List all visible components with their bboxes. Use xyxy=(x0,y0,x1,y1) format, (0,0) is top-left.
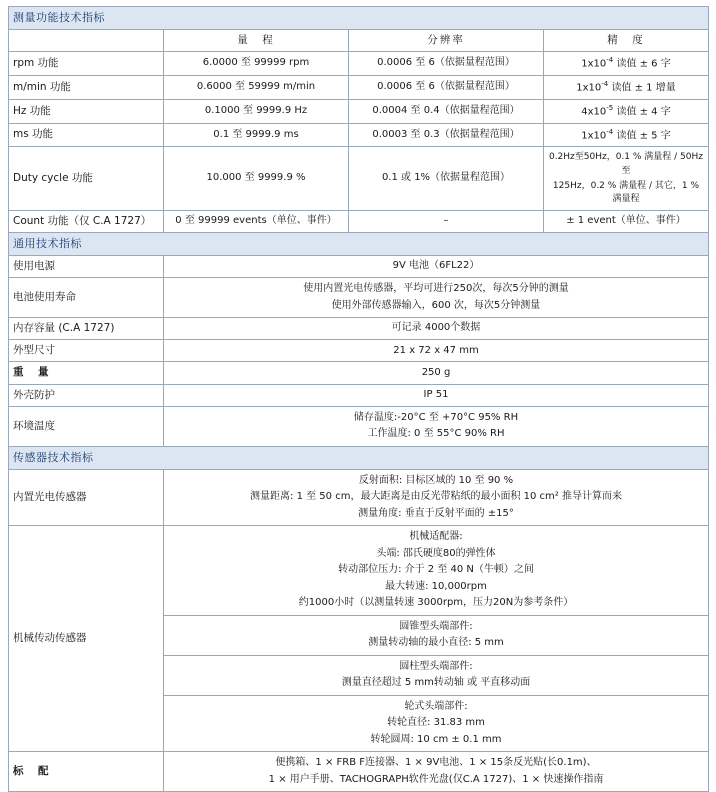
row-value: 9V 电池（6FL22） xyxy=(164,255,709,277)
row-value: 可记录 4000个数据 xyxy=(164,318,709,340)
section-header-sensor xyxy=(9,446,709,469)
section-title: 传感器技术指标 xyxy=(9,446,709,469)
col-header-accuracy: 精 度 xyxy=(544,29,709,51)
table-row xyxy=(9,406,709,446)
table-row xyxy=(9,52,709,76)
row-accuracy xyxy=(544,147,709,210)
row-value-group-4 xyxy=(164,695,709,752)
row-label: 重 量 xyxy=(9,362,164,384)
value-line-1: 使用内置光电传感器，平均可进行250次，每次5分钟的测量 xyxy=(303,283,569,295)
row-value xyxy=(164,752,709,792)
table-row xyxy=(9,278,709,318)
measurement-spec-table xyxy=(8,6,709,792)
wheel-line-2: 转轮直径: 31.83 mm xyxy=(387,717,485,729)
mech-line-4: 最大转速: 10,000rpm xyxy=(385,580,487,592)
optical-line-2: 测量距离: 1 至 50 cm，最大距离是由反光带粘纸的最小面积 10 cm² 推导计算而来 xyxy=(250,491,622,503)
section-header-measurement xyxy=(9,7,709,30)
table-row-duty-cycle xyxy=(9,147,709,210)
mech-line-3: 转动部位压力: 介于 2 至 40 N（牛顿）之间 xyxy=(338,564,534,576)
row-range: 0.6000 至 59999 m/min xyxy=(164,75,349,99)
row-value-group-2 xyxy=(164,615,709,655)
accuracy-line-1: 0.2Hz至50Hz，0.1 % 满量程 / 50Hz至 xyxy=(548,152,704,176)
table-row xyxy=(9,75,709,99)
row-value: 250 g xyxy=(164,362,709,384)
column-header-row xyxy=(9,29,709,51)
row-label: 外壳防护 xyxy=(9,384,164,406)
spec-sheet xyxy=(8,6,708,792)
cylinder-line-1: 圆柱型头端部件: xyxy=(399,660,473,672)
row-label: 机械传动传感器 xyxy=(9,526,164,752)
row-range: 0.1 至 9999.9 ms xyxy=(164,123,349,147)
col-header-blank xyxy=(9,29,164,51)
cone-line-1: 圆锥型头端部件: xyxy=(399,620,473,632)
row-label: 使用电源 xyxy=(9,255,164,277)
row-value xyxy=(164,469,709,526)
row-label: rpm 功能 xyxy=(9,52,164,76)
wheel-line-3: 转轮圆周: 10 cm ± 0.1 mm xyxy=(370,733,502,745)
cone-line-2: 测量转动轴的最小直径: 5 mm xyxy=(368,637,504,649)
standard-line-2: 1 × 用户手册、TACHOGRAPH软件光盘(仅C.A 1727)、1 × 快速操作指南 xyxy=(268,773,604,785)
row-accuracy: $4x10^{-5}$ 读值 ± 4 字 xyxy=(544,99,709,123)
mech-line-5: 约1000小时（以测量转速 3000rpm，压力20N为参考条件） xyxy=(298,597,574,609)
row-range: 0 至 99999 events（单位、事件） xyxy=(164,210,349,232)
row-range: 6.0000 至 99999 rpm xyxy=(164,52,349,76)
value-line-1: 储存温度:-20°C 至 +70°C 95% RH xyxy=(353,411,519,423)
table-row-optical-sensor xyxy=(9,469,709,526)
row-resolution: 0.0006 至 6（依据量程范围） xyxy=(349,75,544,99)
row-accuracy: ± 1 event（单位、事件） xyxy=(544,210,709,232)
standard-line-1: 便携箱、1 × FRB F连接器、1 × 9V电池、1 × 15条反光贴(长0.1m)、 xyxy=(275,757,597,769)
row-label: m/min 功能 xyxy=(9,75,164,99)
row-label: 外型尺寸 xyxy=(9,340,164,362)
row-label: Hz 功能 xyxy=(9,99,164,123)
wheel-line-1: 轮式头端部件: xyxy=(404,700,468,712)
table-row xyxy=(9,318,709,340)
table-row-mechanical-sensor xyxy=(9,526,709,616)
row-value: IP 51 xyxy=(164,384,709,406)
row-label: 内置光电传感器 xyxy=(9,469,164,526)
row-range: 10.000 至 9999.9 % xyxy=(164,147,349,210)
row-accuracy: $1x10^{-4}$ 读值 ± 1 增量 xyxy=(544,75,709,99)
section-title: 通用技术指标 xyxy=(9,232,709,255)
row-resolution: 0.1 或 1%（依据量程范围） xyxy=(349,147,544,210)
row-label: 内存容量 (C.A 1727) xyxy=(9,318,164,340)
row-value-group-3 xyxy=(164,655,709,695)
accuracy-line-2: 125Hz，0.2 % 满量程 / 其它，1 % 满量程 xyxy=(552,180,700,204)
row-resolution: 0.0003 至 0.3（依据量程范围） xyxy=(349,123,544,147)
row-resolution: – xyxy=(349,210,544,232)
row-label: Duty cycle 功能 xyxy=(9,147,164,210)
cylinder-line-2: 测量直径超过 5 mm转动轴 或 平直移动面 xyxy=(341,677,531,689)
value-line-2: 使用外部传感器输入，600 次，每次5分钟测量 xyxy=(331,299,541,311)
row-value xyxy=(164,406,709,446)
table-row xyxy=(9,99,709,123)
row-resolution: 0.0004 至 0.4（依据量程范围） xyxy=(349,99,544,123)
row-value: 21 x 72 x 47 mm xyxy=(164,340,709,362)
mech-line-1: 机械适配器: xyxy=(409,531,463,543)
row-accuracy: $1x10^{-4}$ 读值 ± 6 字 xyxy=(544,52,709,76)
table-row xyxy=(9,362,709,384)
row-label: 标 配 xyxy=(9,752,164,792)
table-row-standard-accessories xyxy=(9,752,709,792)
row-label: 环境温度 xyxy=(9,406,164,446)
row-range: 0.1000 至 9999.9 Hz xyxy=(164,99,349,123)
col-header-range: 量 程 xyxy=(164,29,349,51)
value-line-2: 工作温度: 0 至 55°C 90% RH xyxy=(367,428,505,440)
row-resolution: 0.0006 至 6（依据量程范围） xyxy=(349,52,544,76)
table-row xyxy=(9,384,709,406)
mech-line-2: 头端: 邵氏硬度80的弹性体 xyxy=(376,547,496,559)
optical-line-3: 测量角度: 垂直于反射平面的 ±15° xyxy=(358,507,514,519)
optical-line-1: 反射面积: 目标区域的 10 至 90 % xyxy=(358,474,514,486)
row-accuracy: $1x10^{-4}$ 读值 ± 5 字 xyxy=(544,123,709,147)
section-header-general xyxy=(9,232,709,255)
row-value-group-1 xyxy=(164,526,709,616)
table-row xyxy=(9,340,709,362)
table-row xyxy=(9,123,709,147)
table-row-count xyxy=(9,210,709,232)
row-value xyxy=(164,278,709,318)
row-label: 电池使用寿命 xyxy=(9,278,164,318)
section-title: 测量功能技术指标 xyxy=(9,7,709,30)
col-header-resolution: 分辨率 xyxy=(349,29,544,51)
row-label: ms 功能 xyxy=(9,123,164,147)
table-row xyxy=(9,255,709,277)
row-label: Count 功能（仅 C.A 1727） xyxy=(9,210,164,232)
